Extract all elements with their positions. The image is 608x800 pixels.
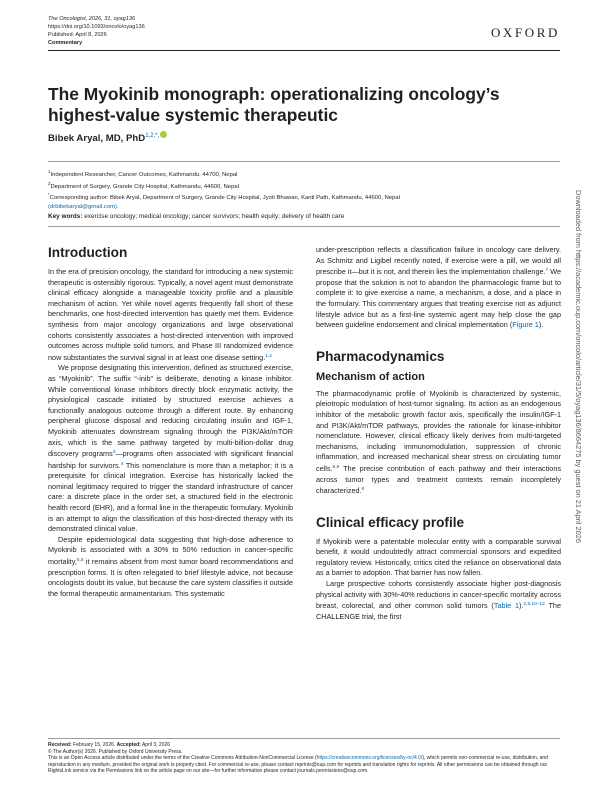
right-column (316, 245, 561, 622)
license-text: This is an Open Access article distributed under the terms of the Creative Commons Attribution-NonCommercial License (https://creativecommons.org/licenses/by-nc/4.0/), which permits non-commercial re-use, distribution, and reproduction in any medium, provided the original work is properly cited. For commercial re-use, please contact reprints@oup.com for reprints and translation rights for reprints. All other permissions can be obtained through our RightsLink service via the Permissions link on the article page on our site—for further information please contact journals.permissions@oup.com. (48, 755, 548, 774)
efficacy-paragraph-1: If Myokinib were a patentable molecular entity with a comparable survival benefit, it would undoubtedly attract commercial sponsors and expedited regulatory review. Historically, critics cited the reliance on observational data as a barrier to adoption. That barrier has now fallen. (316, 536, 561, 578)
intro-paragraph-2: We propose designating this intervention, defined as structured exercise, as “Myokinib”. The suffix “-inib” is deliberate, denoting a kinase inhibitor. While conventional kinase inhibitors directly block enzymatic activity, the physiological cascade initiated by structured exercise achieves a functionally analogous outcome through a different route. By enhancing peripheral glucose disposal and reducing circulating insulin and IGF-1, Myokinib attenuates downstream signaling through the PI3K/Akt/mTOR axis, which is the same pathway targeted by multi-billion-dollar drug discovery programs$^3$—programs often associated with significant financial hardship for survivors.$^4$ This nomenclature is more than a metaphor; it is a prerequisite for clinical integration. Exercise has historically lacked the nominal legitimacy required to trigger the standard infrastructure of cancer care: a discrete place in the order set, a structured field in the electronic health record (EHR), and a formal line in the therapeutic formulary. Myokinib is an attempt to align the classification of this host-directed therapy with its demonstrated clinical value. (48, 363, 293, 534)
publisher-logo: OXFORD (490, 25, 560, 40)
citation-ref[interactable]: 3 (112, 450, 116, 456)
intro-paragraph-4: under-prescription reflects a classification failure in oncology care delivery. As Schmitz and Ligibel recently noted, if exercise were a pill, we would all prescribe it—but it is not, and therein lies the implementation challenge.$^7$ We propose that the solution is not to abandon the pharmacologic frame but to complete it: to give exercise a name, a mechanism, a dose, and a place in the formulary. This commentary argues that treating exercise not as adjunct lifestyle advice but as a first-line systemic agent may help close the gap between guideline endorsement and clinical implementation (Figure 1). (316, 245, 561, 330)
pharma-paragraph: The pharmacodynamic profile of Myokinib is characterized by systemic, pleiotropic modulation of host-tumor signaling. Its action as an endogenous inhibitor of the metabolic growth factor axis, specifically the insulin/IGF-1 and PI3K/Akt/mTOR pathways, provides the rationale for kinase-inhibitor nomenclature. However, clinical efficacy likely derives from multi-targeted mechanisms, including immunomodulation, suppression of chronic inflammation, and increased mechanical shear stress on circulating tumor cells.$^{8,9}$ The precise contribution of each pathway and their interactions across tumor types and treatment contexts remain incompletely characterized.$^8$ (316, 388, 561, 496)
download-note: Downloaded from https://academic.oup.com/oncolo/article/31/5/oyag136/8664275 by guest on 21 April 2026 (574, 190, 583, 543)
citation-ref[interactable]: 8,9 (332, 464, 340, 470)
heading-pharmacodynamics: Pharmacodynamics (316, 348, 445, 364)
author-email-link[interactable]: (drbibekaryal@gmail.com). (48, 203, 119, 210)
keywords (48, 213, 344, 220)
orcid-icon[interactable] (160, 131, 167, 138)
heading-mechanism-of-action: Mechanism of action (316, 370, 425, 383)
article-title: The Myokinib monograph: operationalizing oncology’s highest-value systemic therapeutic (48, 84, 500, 125)
intro-paragraph-3: Despite epidemiological data suggesting that high-dose adherence to Myokinib is associated with a 30% to 50% reduction in cancer-specific mortality,$^{5,6}$ it remains absent from most tumor board recommendations and prescription forms. It is often relegated to brief lifestyle advice, not because oncologists doubt its value, but because the care system classifies it outside the formal therapeutic armamentarium. This systematic (48, 534, 293, 598)
affiliation-1: $^1$Independent Researcher, Cancer Outcomes, Kathmandu, 44700, Nepal (48, 169, 238, 178)
license-link[interactable]: https://creativecommons.org/licenses/by-nc/4.0/ (316, 755, 423, 761)
left-column (48, 245, 293, 599)
article-meta (48, 15, 145, 47)
copyright-line: © The Author(s) 2026. Published by Oxford University Press. (48, 748, 183, 755)
keywords-text: exercise oncology; medical oncology; cancer survivors; health equity; delivery of health care (84, 213, 345, 220)
affiliation-rule-top (48, 161, 560, 162)
citation-ref[interactable]: 7 (545, 268, 549, 274)
keywords-rule (48, 226, 560, 227)
article-type: Commentary (48, 40, 83, 46)
heading-clinical-efficacy: Clinical efficacy profile (316, 514, 465, 530)
download-watermark (576, 190, 590, 650)
intro-paragraph-1: In the era of precision oncology, the standard for introducing a new systemic therapeutic is ostensibly rigorous. Typically, a novel agent must demonstrate clinical efficacy alongside a manageable toxicity profile and a plausible mechanism of action. Yet while novel agents frequently fall short of these benchmarks, one host-directed intervention has quietly met them. Evidence synthesis from major oncology organizations and large observational cohorts consistently associates a host-directed intervention with improved outcomes across multiple solid tumors, and Phase III randomized evidence now substantiates the survival signal in at least one disease setting.$^{1,2}$ (48, 267, 293, 362)
footer-rule (48, 738, 560, 739)
doi-link[interactable]: https://doi.org/10.1093/oncolo/oyag136 (48, 24, 145, 30)
efficacy-paragraph-2: Large prospective cohorts consistently associate higher post-diagnosis physical activity with 30%-40% reductions in cancer-specific mortality across breast, colorectal, and other common solid tumors (Table 1).$^{2,5,10-12}$ The CHALLENGE trial, the first (316, 579, 561, 621)
corresponding-author: *Corresponding author: Bibek Aryal, Department of Surgery, Grande City Hospital, Jyoti Bhawan, Kanti Path, Kathmandu, 44600, Nepal (48, 192, 400, 202)
dates-line: Received: February 15, 2026. Accepted: April 3, 2026 (48, 742, 171, 748)
citation-ref[interactable]: 4 (120, 461, 124, 467)
affiliation-2: $^2$Department of Surgery, Grande City Hospital, Kathmandu, 44600, Nepal (48, 180, 239, 190)
author-line (48, 131, 167, 144)
journal-line: The Oncologist, 2026, 31, oyag136 (48, 16, 136, 22)
citation-ref[interactable]: 2,5,10–12 (523, 602, 545, 608)
header-rule (48, 50, 560, 51)
footer (48, 742, 560, 775)
citation-ref[interactable]: 8 (361, 487, 365, 493)
figure-link[interactable]: Figure 1 (512, 320, 539, 330)
citation-ref[interactable]: 1,2 (265, 353, 272, 359)
published-date: Published: April 8, 2026 (48, 32, 107, 38)
keywords-label: Key words: (48, 213, 83, 220)
affiliations (48, 168, 568, 211)
author-markers[interactable]: 1,2,*, (145, 132, 160, 139)
table-link[interactable]: Table 1 (493, 601, 520, 611)
heading-introduction: Introduction (48, 245, 128, 260)
author-name: Bibek Aryal, MD, PhD (48, 133, 146, 144)
citation-ref[interactable]: 5,6 (76, 558, 84, 564)
